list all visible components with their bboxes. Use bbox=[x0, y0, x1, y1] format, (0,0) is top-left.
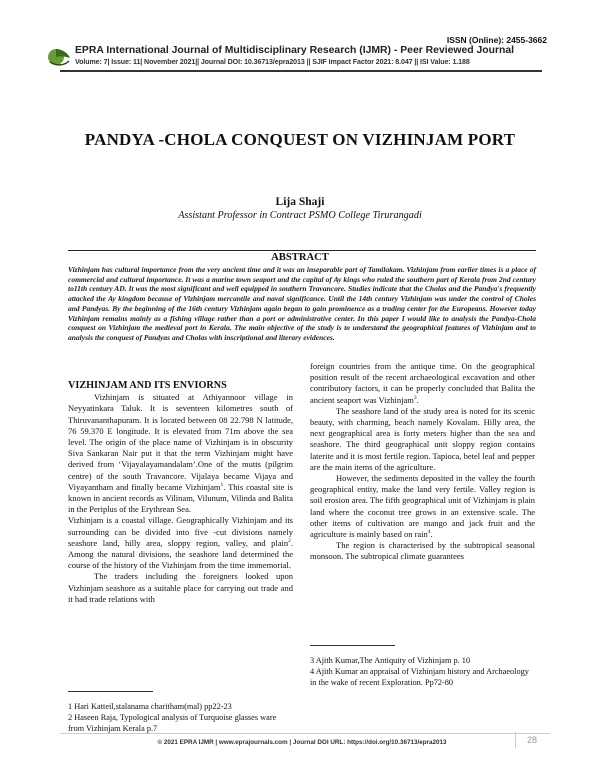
paragraph: foreign countries from the antique time. On the geographical position result of the recent archaeological excavation and other contributory factors, it can be properly concluded that Balita the ancient seaport was Vizhinjam$^3$. bbox=[310, 361, 535, 405]
section-title: VIZHINJAM AND ITS ENVIORNS bbox=[68, 380, 227, 391]
abstract-text: Vizhinjam has cultural importance from the very ancient time and it was an inseparable part of Tamilakam. Vizhinjam from earlier times is a place of commercial and cultural importance. It was a marine town seaport and the capital of Ay kings who ruled the southern part of Kerala from 2nd century to11th century AD. It was the most significant and well equipped in southern Travancore. Studies indicate that the Cholas and the Pandya's frequently attacked the Ay kingdom because of Vizhinjam mercantile and naval significance. Until the 14th century Vizhinjam was under the control of Choles and Pandyas. By the beginning of the 16th century Vizhinjam again began to gain prominence as a trading center for the Europeans. However today Vizhinjam remains mainly as a fishing village rather than a port or administrative center. In this paper I would like to analysis the Pandya-Chola conquest on Vizhinjam the medieval port in Kerala. The main objective of the study is to understand the geographical features of Vizhinjam and to analysis the conquest of Pandyas and Cholas with inscriptional and literary evidences. bbox=[68, 265, 536, 342]
paragraph: Vizhinjam is a coastal village. Geographically Vizhinjam and its surrounding can be divided into five -cut divisions namely seashore land, hilly area, sloppy region, valley, and plain$^2$. Among the natural divisions, the seashore land determined the course of the history of the Vizhinjam from the time immemorial. bbox=[68, 515, 293, 571]
footnote-ref: 4 bbox=[427, 529, 431, 536]
footnotes-left bbox=[68, 691, 293, 734]
footnote: 2 Haseen Raja, Typological analysis of Turquoise glasses ware from Vizhinjam Kerala p.7 bbox=[68, 712, 277, 733]
footer-divider bbox=[60, 733, 550, 734]
footnotes-right bbox=[310, 645, 535, 688]
author-name: Lija Shaji bbox=[275, 196, 325, 208]
right-column bbox=[310, 361, 535, 563]
epra-logo-icon bbox=[46, 44, 72, 68]
page-number: 28 bbox=[515, 732, 548, 748]
paragraph: The seashore land of the study area is noted for its scenic beauty, with charming, beach namely Kovalam. Hilly area, the next geographical area is forty meters higher than the sea and seashore. The third geographical unit sloppy region contains laterite and it is most fertile region. Tapioca, betel leaf and pepper are the main items of the agriculture. bbox=[310, 405, 535, 472]
paper-title: PANDYA -CHOLA CONQUEST ON VIZHINJAM PORT bbox=[84, 130, 516, 149]
footnote-divider bbox=[310, 645, 395, 646]
paragraph: Vizhinjam is situated at Athiyannoor village in Neyyatinkara Taluk. It is seventeen kilometres south of Thiruvananthapuram. It is located between 08 22.798 N latitude, 76 59.370 E longitude. It is elevated from 71m above the sea level. The origin of the place name of Vizhinjam is in obscurity Siva Sankaran Nair put it that the term Vizhinjam might have derived from ‘Vijayalayamandalam’.One of the mutts (pilgrim centre) of the south Travancore. Vijalaya became Vijaya and Viyayantham and finally became Vizhinjam$^1$. This coastal site is known in ancient records as Vilinam, Vilunum, Vilinda and Balita in the Periplus of the Erythrean Sea. bbox=[68, 392, 293, 515]
header-divider bbox=[60, 70, 542, 72]
footnote-ref: 3 bbox=[413, 394, 417, 401]
footnote-divider bbox=[68, 691, 153, 692]
footer-text: © 2021 EPRA IJMR | www.eprajournals.com | Journal DOI URL: https://doi.org/10.36713/epra2013 bbox=[157, 739, 447, 746]
footnote-ref: 2 bbox=[288, 538, 291, 545]
paragraph: The traders including the foreigners looked upon Vizhinjam seashore as a suitable place for carrying out trade and it had trade relations with bbox=[68, 571, 293, 604]
abstract-divider bbox=[68, 250, 536, 251]
journal-title: EPRA International Journal of Multidisciplinary Research (IJMR) - Peer Reviewed Journal bbox=[75, 45, 515, 56]
journal-meta: Volume: 7| Issue: 11| November 2021|| Journal DOI: 10.36713/epra2013 || SJIF Impact Factor 2021: 8.047 || ISI Value: 1.188 bbox=[75, 58, 470, 66]
issn-label: ISSN (Online): 2455-3662 bbox=[446, 35, 547, 45]
paragraph: However, the sediments deposited in the valley the fourth geographical entity, make the land very fertile. Valley region is soil erosion area. The fifth geographical unit of Vizhinjam is plain land where the coconut tree grows in an extensive scale. The other items of cultivation are mango and jack fruit and the agriculture is mainly based on rain$^4$. bbox=[310, 473, 535, 540]
left-column bbox=[68, 380, 293, 605]
abstract-heading: ABSTRACT bbox=[271, 252, 329, 263]
footnote-ref: 1 bbox=[220, 482, 224, 488]
footnote: 3 Ajith Kumar,The Antiquity of Vizhinjam p. 10 bbox=[310, 656, 471, 665]
paragraph: The region is characterised by the subtropical seasonal monsoon. The subtropical climate guarantees bbox=[310, 540, 535, 562]
footnote: 4 Ajith Kumar an appraisal of Vizhinjam history and Archaeology in the wake of recent Exploration. Pp72-80 bbox=[310, 666, 529, 687]
author-affiliation: Assistant Professor in Contract PSMO College Tirurangadi bbox=[178, 210, 422, 221]
footnote: 1 Hari Katteil,stalanama charitham(mal) pp22-23 bbox=[68, 702, 232, 711]
